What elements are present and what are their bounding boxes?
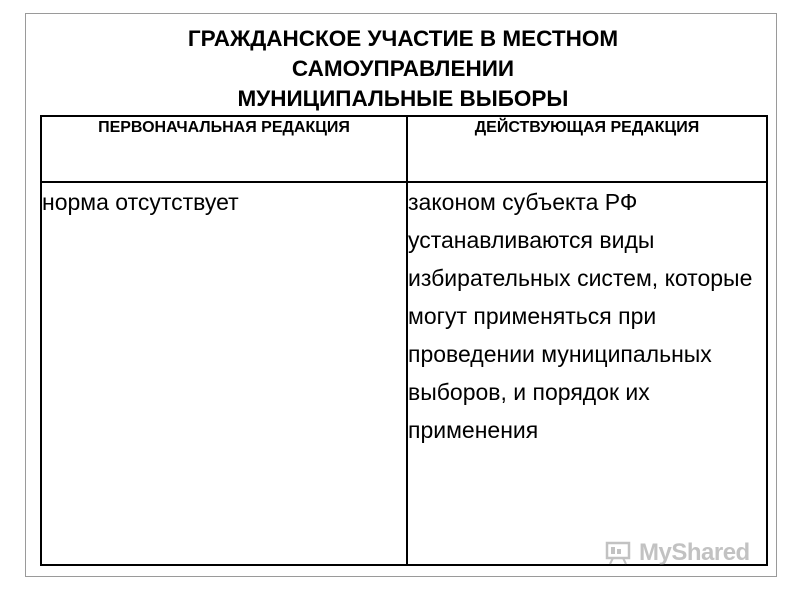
title-line-3: МУНИЦИПАЛЬНЫЕ ВЫБОРЫ [237,86,569,111]
table-row [41,182,767,565]
title-line-1: ГРАЖДАНСКОЕ УЧАСТИЕ В МЕСТНОМ [187,26,619,51]
watermark [605,538,750,568]
cell-current: законом субъекта РФ устанавливаются виды избирательных систем, которые могут применяться при проведении муниципальных выборов, и порядок их применения [407,182,767,565]
comparison-table [40,115,768,566]
watermark-text: MyShared [639,539,750,566]
presentation-board-icon [605,541,633,565]
column-header-original: ПЕРВОНАЧАЛЬНАЯ РЕДАКЦИЯ [41,116,407,182]
cell-original: норма отсутствует [41,182,407,565]
slide-title [40,24,766,114]
table-header-row [41,116,767,182]
column-header-current: ДЕЙСТВУЮЩАЯ РЕДАКЦИЯ [407,116,767,182]
title-line-2: САМОУПРАВЛЕНИИ [291,56,515,81]
